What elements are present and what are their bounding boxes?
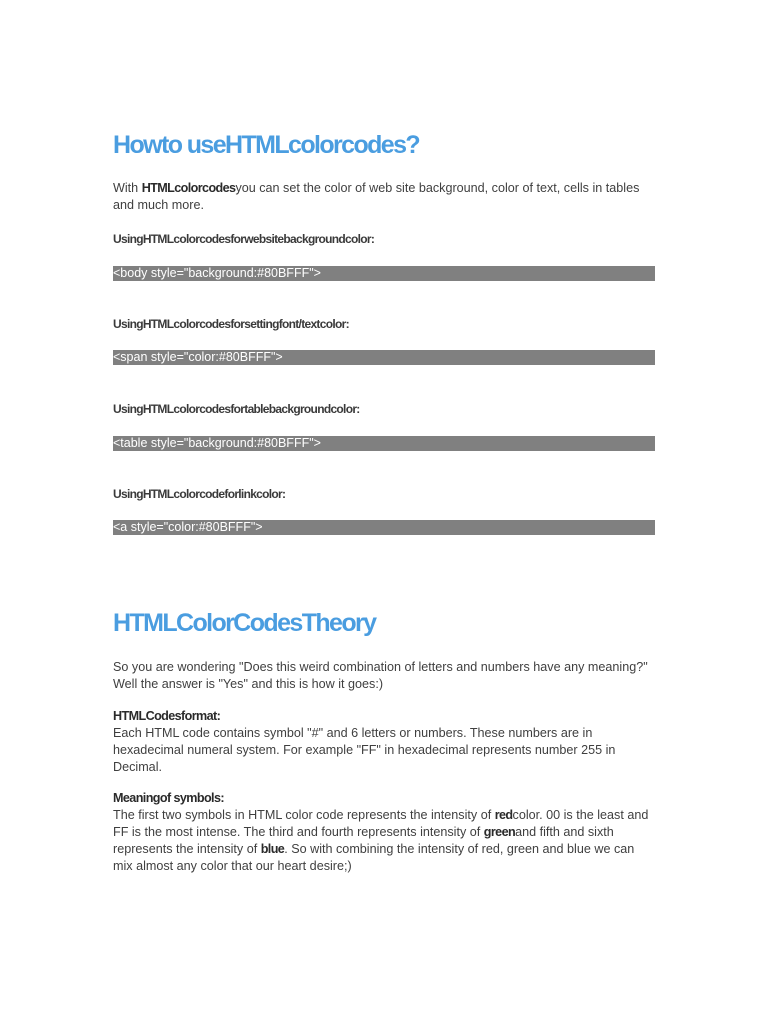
theory-intro-paragraph: So you are wondering "Does this weird combination of letters and numbers have any meaning?" Well the answer is "Yes" and this is how it goes:) [113,660,648,691]
intro-pre: With [113,181,142,195]
meaning-text-2: color. 00 is the least and FF is the most intense. The third and fourth represents intensity of [113,808,649,839]
usage-label-table-background: UsingHTMLcolorcodesfortablebackgroundcolor: [113,402,360,416]
intro-paragraph [113,180,653,214]
code-snippet-table-background: <table style="background:#80BFFF"> [113,436,655,451]
intro-post: you can set the color of web site background, color of text, cells in tables and much more. [113,181,640,212]
meaning-paragraph [113,790,653,875]
section-title-how-to-use: Howto useHTMLcolorcodes? [113,131,420,159]
code-snippet-text-color: <span style="color:#80BFFF"> [113,350,655,365]
usage-label-background: UsingHTMLcolorcodesforwebsitebackgroundcolor: [113,232,375,246]
intro-bold: HTMLcolorcodes [141,181,236,195]
meaning-red: red [494,808,513,822]
usage-label-link-color: UsingHTMLcolorcodeforlinkcolor: [113,487,286,501]
format-heading: HTMLCodesformat: [113,709,221,723]
meaning-blue: blue [260,842,285,856]
format-text: Each HTML code contains symbol "#" and 6 letters or numbers. These numbers are in hexadecimal numeral system. For example "FF" in hexadecimal represents number 255 in Decimal. [113,726,616,774]
meaning-green: green [483,825,516,839]
format-paragraph [113,708,653,776]
usage-label-text-color: UsingHTMLcolorcodesforsettingfont/textcolor: [113,317,349,331]
meaning-text-4: . So with combining the intensity of red, green and blue we can mix almost any color that our heart desire;) [113,842,635,873]
code-snippet-background: <body style="background:#80BFFF"> [113,266,655,281]
section-title-theory: HTMLColorCodesTheory [113,609,376,637]
meaning-text-1: The first two symbols in HTML color code represents the intensity of [113,808,495,822]
meaning-text-3: and fifth and sixth represents the intensity of [113,825,614,856]
code-snippet-link-color: <a style="color:#80BFFF"> [113,520,655,535]
meaning-heading: Meaningof symbols: [113,791,224,805]
